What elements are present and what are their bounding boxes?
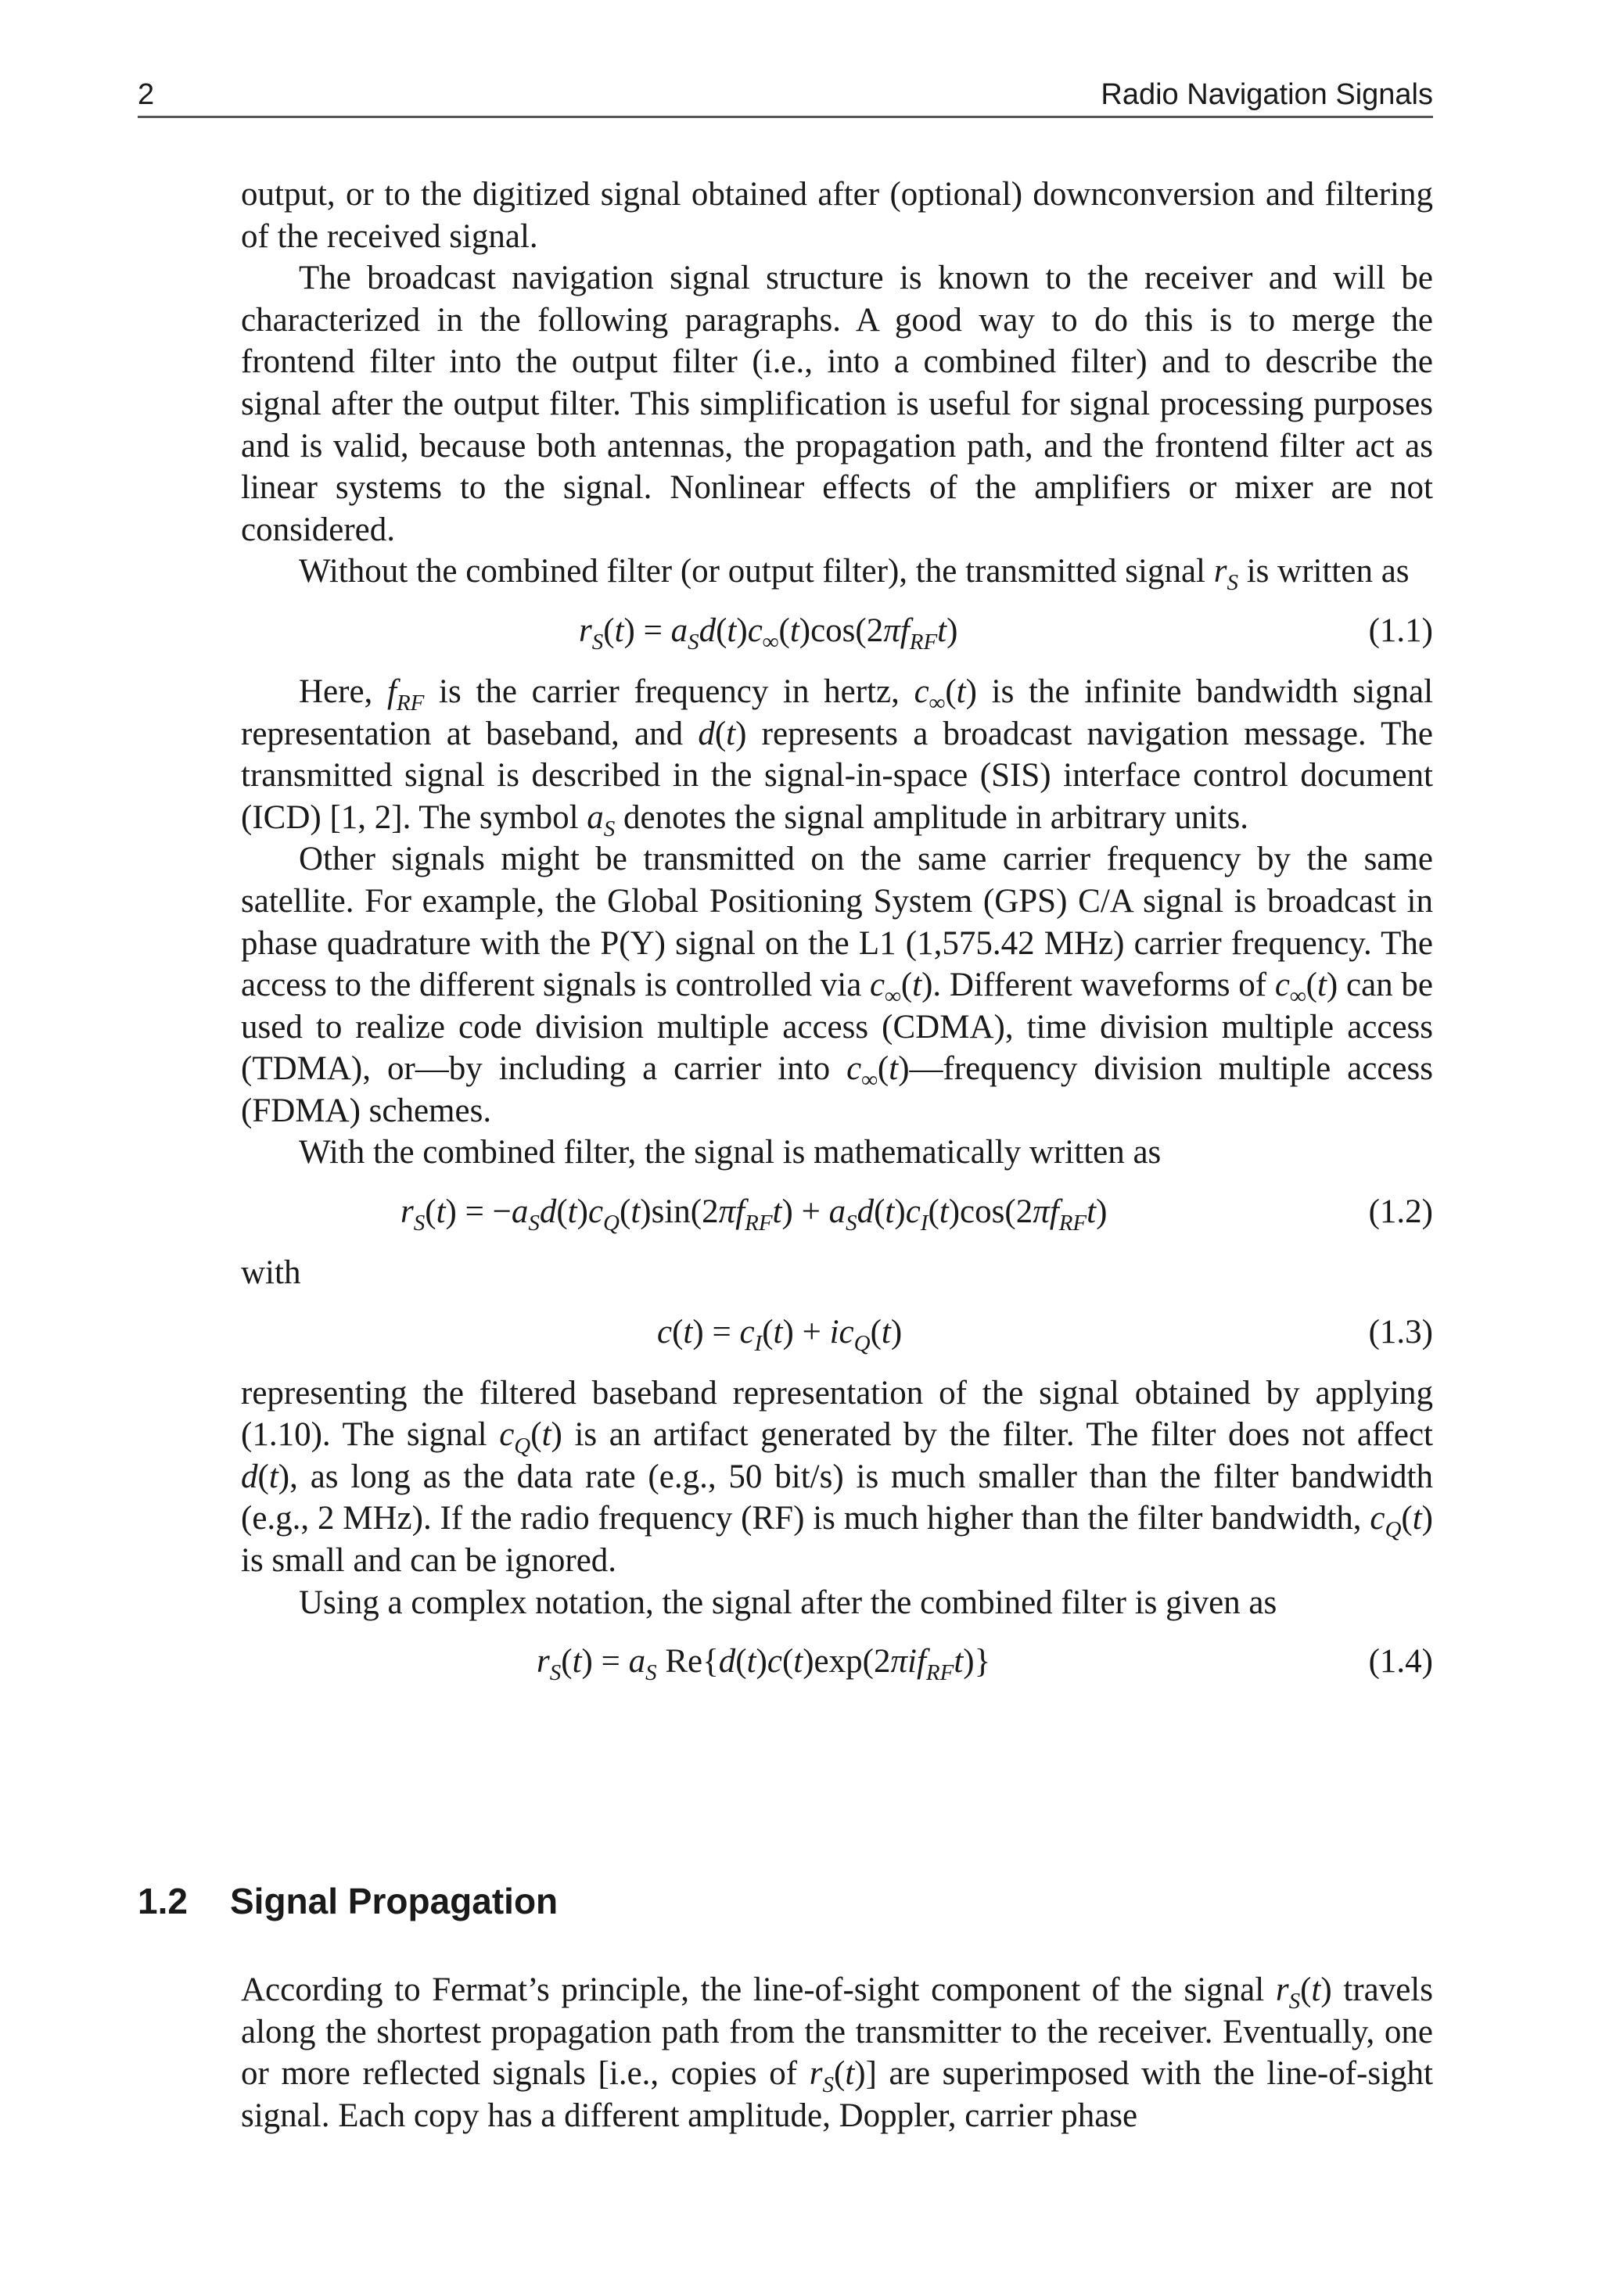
equation-expression: $r_S(t) = -a_Sd(t)c_Q(t)\sin(2\pi f_{RF}t) + a_Sd(t)c_I(t)\cos(2\pi f_{RF}t)$ [400, 1193, 1108, 1236]
main-text-column [241, 174, 1433, 1702]
equation-expression: $c(t) = c_I(t) + ic_Q(t)$ [657, 1313, 903, 1356]
equation-number: (1.2) [1368, 1193, 1433, 1231]
running-title: Radio Navigation Signals [1101, 78, 1433, 111]
running-header [138, 75, 1433, 118]
equation-1-2 [241, 1174, 1433, 1252]
paragraph-baseband-representation: representing the filtered baseband representation of the signal obtained by applying (1.10). The signal $c_Q(t)$ is an artifact generated by the filter. The filter does not affect d(t), as long as the data rate (e.g., 50 bit/s) is much smaller than the filter bandwidth (e.g., 2 MHz). If the radio frequency (RF) is much higher than the filter bandwidth, $c_Q(t)$ is small and can be ignored. [241, 1374, 1433, 1580]
page-number: 2 [138, 78, 155, 111]
section-heading [138, 1880, 558, 1922]
equation-expression: $r_S(t) = a_Sd(t)c_\infty(t)\cos(2\pi f_{RF}t)$ [579, 612, 958, 655]
section-title: Signal Propagation [230, 1881, 559, 1921]
paragraph-complex-notation: Using a complex notation, the signal after the combined filter is given as [299, 1584, 1277, 1621]
paragraph-fermat-principle: According to Fermat’s principle, the line-of-sight component of the signal $r_S(t)$ travels along the shortest propagation path from the transmitter to the receiver. Eventually, one or more reflected signals [i.e., copies of $r_S(t)$] are superimposed with the line-of-sight signal. Each copy has a different amplitude, Doppler, carrier phase [241, 1971, 1433, 2134]
equation-number: (1.3) [1368, 1313, 1433, 1351]
equation-expression: $r_S(t) = a_S$ Re{d(t)c(t)exp(2πif$_{RF}$t)} [537, 1643, 991, 1686]
word-with: with [241, 1254, 301, 1292]
equation-1-3 [241, 1294, 1433, 1372]
equation-number: (1.1) [1368, 612, 1433, 649]
paragraph-carrier-definition: Here, $f_{RF}$ is the carrier frequency in hertz, $c_\infty(t)$ is the infinite bandwidth signal representation at baseband, and d(t) represents a broadcast navigation message. The transmitted signal is described in the signal-in-space (SIS) interface control document (ICD) [1, 2]. The symbol $a_S$ denotes the signal amplitude in arbitrary units. [241, 673, 1434, 841]
paragraph-other-signals: Other signals might be transmitted on the same carrier frequency by the same satellite. For example, the Global Positioning System (GPS) C/A signal is broadcast in phase quadrature with the P(Y) signal on the L1 (1,575.42 MHz) carrier frequency. The access to the different signals is controlled via $c_\infty(t)$. Different waveforms of $c_\infty(t)$ can be used to realize code division multiple access (CDMA), time division multiple access (TDMA), or—by including a carrier into $c_\infty(t)—frequency$ division multiple access (FDMA) schemes. [241, 841, 1433, 1129]
equation-number: (1.4) [1368, 1643, 1433, 1681]
paragraph-transmitted-signal: Without the combined filter (or output filter), the transmitted signal $r_S$ is written as [299, 553, 1410, 596]
paragraph-signal-structure: The broadcast navigation signal structure is known to the receiver and will be characterized in the following paragraphs. A good way to do this is to merge the frontend filter into the output filter (i.e., into a combined filter) and to describe the signal after the output filter. This simplification is useful for signal processing purposes and is valid, because both antennas, the propagation path, and the frontend filter act as linear systems to the signal. Nonlinear effects of the amplifiers or mixer are not considered. [241, 260, 1433, 548]
section-text-column [241, 1969, 1433, 2136]
section-number: 1.2 [138, 1881, 188, 1921]
equation-1-4 [241, 1623, 1433, 1702]
paragraph-combined-filter: With the combined filter, the signal is mathematically written as [299, 1134, 1162, 1171]
equation-1-1 [241, 593, 1433, 671]
paragraph-continuation: output, or to the digitized signal obtained after (optional) downconversion and filtering of the received signal. [241, 176, 1433, 255]
